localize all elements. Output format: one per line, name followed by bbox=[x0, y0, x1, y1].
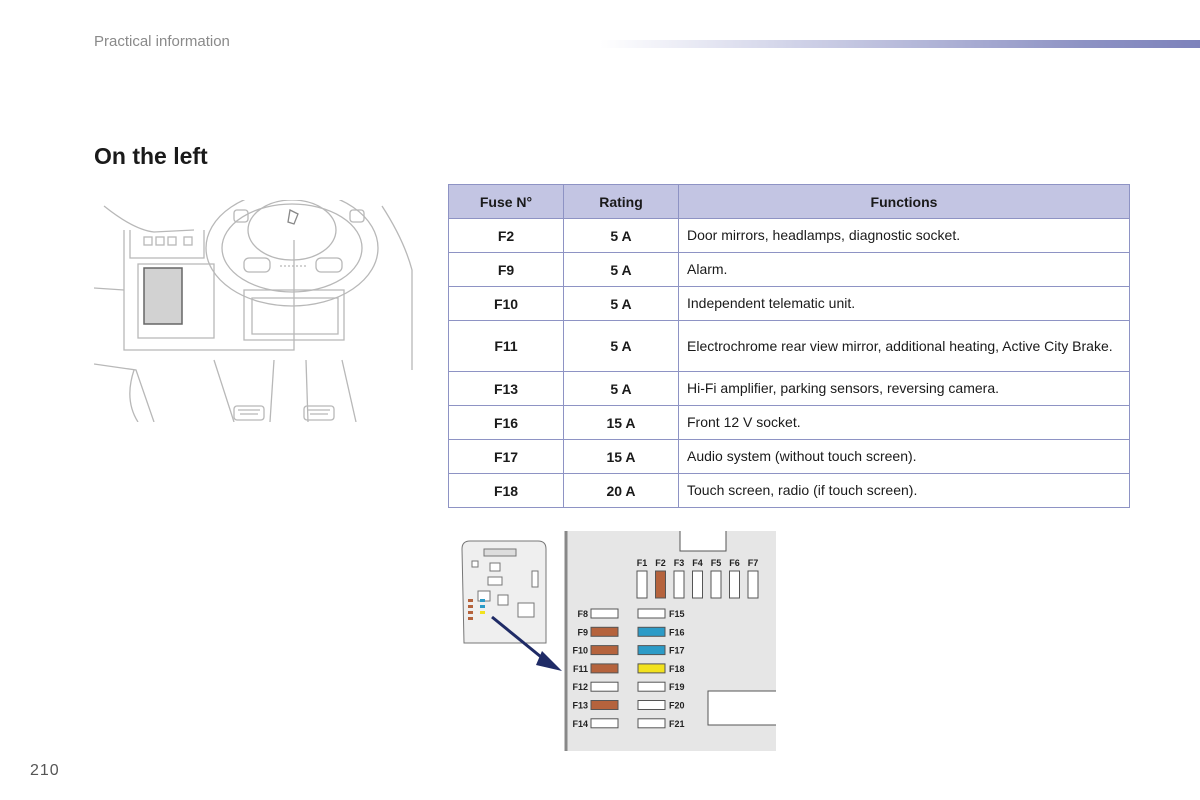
fuse-label: F6 bbox=[729, 558, 740, 568]
rating-cell: 5 A bbox=[564, 372, 679, 406]
function-cell: Electrochrome rear view mirror, additional heating, Active City Brake. bbox=[679, 321, 1130, 372]
fuse-slot bbox=[638, 701, 665, 710]
fuse-cell: F16 bbox=[449, 406, 564, 440]
fuse-label: F16 bbox=[669, 627, 685, 638]
fuse-label: F10 bbox=[572, 645, 588, 656]
rating-cell: 15 A bbox=[564, 440, 679, 474]
fuse-label: F11 bbox=[572, 663, 588, 674]
fuse-slot bbox=[693, 571, 703, 598]
table-row bbox=[449, 321, 1130, 372]
rating-cell: 15 A bbox=[564, 406, 679, 440]
header-gradient-bar bbox=[600, 40, 1200, 48]
fuse-slot bbox=[591, 627, 618, 636]
fuse-slot bbox=[638, 646, 665, 655]
fuse-label: F7 bbox=[747, 558, 759, 568]
rating-cell: 5 A bbox=[564, 287, 679, 321]
pedal-left bbox=[234, 406, 264, 420]
function-cell: Independent telematic unit. bbox=[679, 287, 1130, 321]
fuse-slot bbox=[591, 719, 618, 728]
rating-cell: 20 A bbox=[564, 474, 679, 508]
fuse-label: F21 bbox=[669, 718, 685, 729]
fuse-label: F9 bbox=[577, 627, 588, 638]
fuse-slot bbox=[674, 571, 684, 598]
fuse-cell: F2 bbox=[449, 219, 564, 253]
rating-cell: 5 A bbox=[564, 321, 679, 372]
fuse-cell: F11 bbox=[449, 321, 564, 372]
fuse-label: F4 bbox=[692, 558, 703, 568]
table-row bbox=[449, 406, 1130, 440]
table-row bbox=[449, 474, 1130, 508]
dashboard-illustration bbox=[94, 200, 420, 422]
fuse-label: F18 bbox=[669, 663, 685, 674]
column-header-rating: Rating bbox=[564, 185, 679, 219]
fuse-label: F20 bbox=[669, 700, 685, 711]
fuse-label: F14 bbox=[572, 718, 588, 729]
section-title: On the left bbox=[94, 143, 208, 169]
function-cell: Touch screen, radio (if touch screen). bbox=[679, 474, 1130, 508]
rating-cell: 5 A bbox=[564, 253, 679, 287]
fuse-box-diagram bbox=[458, 531, 776, 751]
table-row bbox=[449, 440, 1130, 474]
fuse-slot bbox=[638, 609, 665, 618]
fuse-slot bbox=[591, 682, 618, 691]
running-header: Practical information bbox=[94, 33, 230, 50]
column-header-functions: Functions bbox=[679, 185, 1130, 219]
function-cell: Audio system (without touch screen). bbox=[679, 440, 1130, 474]
fuse-label: F15 bbox=[669, 609, 685, 619]
fuse-cell: F9 bbox=[449, 253, 564, 287]
switch-row bbox=[144, 237, 192, 245]
fuse-slot bbox=[637, 571, 647, 598]
fuse-label: F1 bbox=[636, 558, 648, 568]
fuse-slot bbox=[591, 609, 618, 618]
fuse-slot bbox=[638, 664, 665, 673]
fuse-slot bbox=[638, 719, 665, 728]
fuse-slot bbox=[748, 571, 758, 598]
function-cell: Door mirrors, headlamps, diagnostic socket. bbox=[679, 219, 1130, 253]
fuse-slot bbox=[591, 701, 618, 710]
fuse-label: F2 bbox=[655, 558, 666, 568]
fuse-cell: F10 bbox=[449, 287, 564, 321]
fuse-slot bbox=[591, 664, 618, 673]
fuse-box-location bbox=[144, 268, 182, 324]
function-cell: Hi-Fi amplifier, parking sensors, reversing camera. bbox=[679, 372, 1130, 406]
table-row bbox=[449, 372, 1130, 406]
table-row bbox=[449, 219, 1130, 253]
fuse-label: F13 bbox=[572, 700, 588, 711]
fuse-label: F17 bbox=[669, 645, 685, 656]
fuse-label: F8 bbox=[577, 609, 588, 619]
rating-cell: 5 A bbox=[564, 219, 679, 253]
fuse-slot bbox=[656, 571, 666, 598]
table-row bbox=[449, 253, 1130, 287]
fuse-cell: F13 bbox=[449, 372, 564, 406]
peugeot-logo-icon bbox=[288, 210, 298, 224]
table-row bbox=[449, 287, 1130, 321]
function-cell: Front 12 V socket. bbox=[679, 406, 1130, 440]
fuse-label: F5 bbox=[710, 558, 722, 568]
fuse-slot bbox=[638, 627, 665, 636]
fuse-slot bbox=[591, 646, 618, 655]
fuse-label: F12 bbox=[572, 682, 588, 693]
fuse-slot bbox=[711, 571, 721, 598]
fuse-label: F19 bbox=[669, 682, 685, 693]
fuse-slot bbox=[638, 682, 665, 691]
fuse-cell: F18 bbox=[449, 474, 564, 508]
fuse-table bbox=[448, 184, 1130, 508]
column-header-fuse: Fuse N° bbox=[449, 185, 564, 219]
fuse-cell: F17 bbox=[449, 440, 564, 474]
fuse-slot bbox=[730, 571, 740, 598]
function-cell: Alarm. bbox=[679, 253, 1130, 287]
page-number: 210 bbox=[30, 762, 60, 779]
table-header-row bbox=[449, 185, 1130, 219]
fuse-label: F3 bbox=[673, 558, 685, 568]
